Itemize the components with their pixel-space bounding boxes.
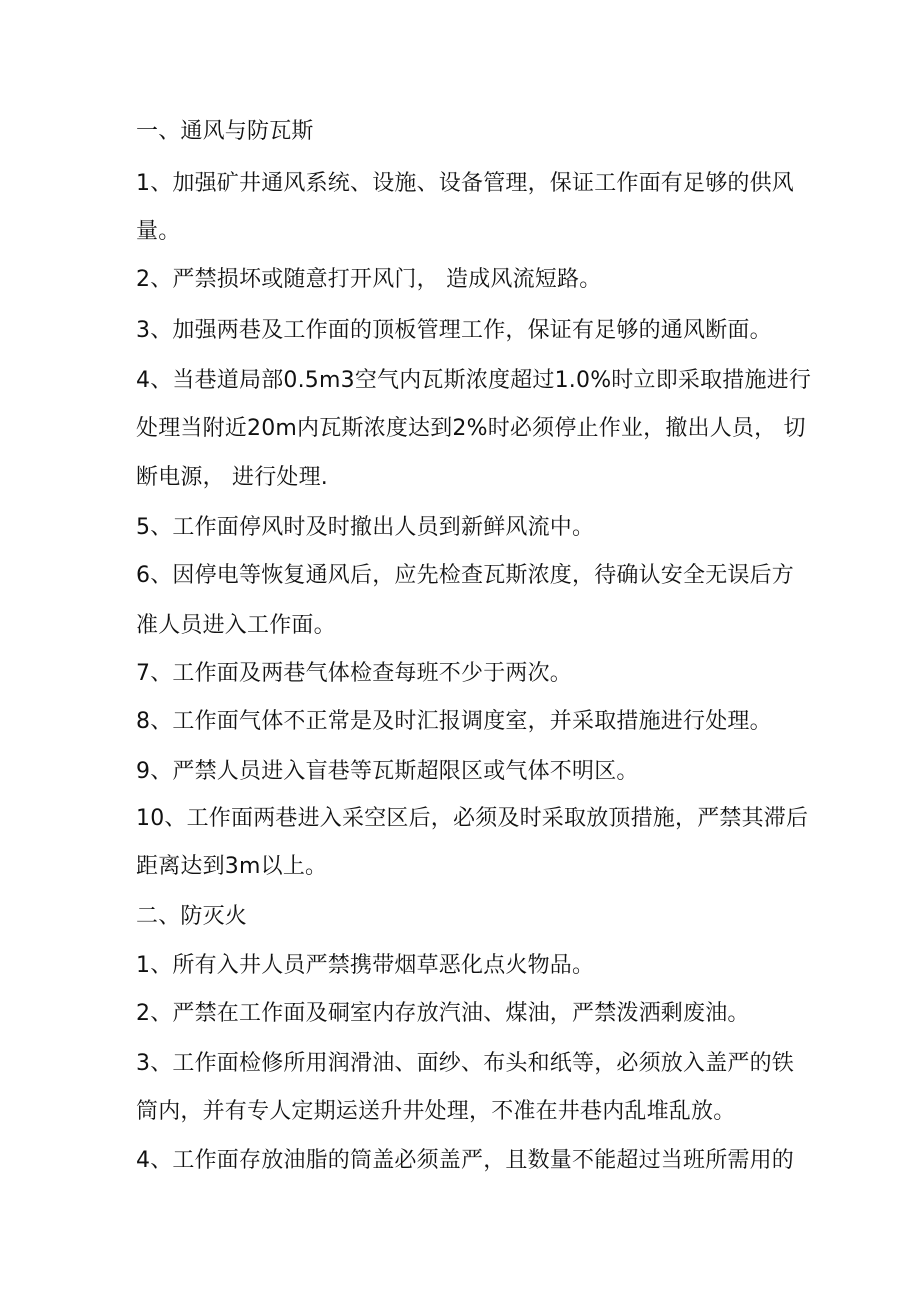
paragraph-line: 4、当巷道局部0.5m3空气内瓦斯浓度超过1.0%时立即采取措施进行 bbox=[136, 368, 812, 393]
paragraph-line: 准人员进入工作面。 bbox=[136, 613, 336, 638]
paragraph-line: 断电源， 进行处理. bbox=[136, 465, 328, 490]
paragraph-line: 1、所有入井人员严禁携带烟草恶化点火物品。 bbox=[136, 953, 595, 978]
section-heading-fire-prevention: 二、防灭火 bbox=[136, 904, 248, 929]
paragraph-line: 8、工作面气体不正常是及时汇报调度室，并采取措施进行处理。 bbox=[136, 709, 772, 734]
paragraph-line: 2、严禁在工作面及硐室内存放汽油、煤油，严禁泼洒剩废油。 bbox=[136, 1001, 750, 1026]
section-heading-ventilation: 一、通风与防瓦斯 bbox=[136, 119, 314, 144]
paragraph-line: 10、工作面两巷进入采空区后，必须及时采取放顶措施，严禁其滞后 bbox=[136, 806, 809, 831]
paragraph-line: 2、严禁损坏或随意打开风门， 造成风流短路。 bbox=[136, 267, 602, 292]
paragraph-line: 7、工作面及两巷气体检查每班不少于两次。 bbox=[136, 661, 572, 686]
paragraph-line: 筒内，并有专人定期运送升井处理，不准在井巷内乱堆乱放。 bbox=[136, 1099, 736, 1124]
paragraph-line: 1、加强矿井通风系统、设施、设备管理，保证工作面有足够的供风 bbox=[136, 171, 794, 196]
paragraph-line: 5、工作面停风时及时撤出人员到新鲜风流中。 bbox=[136, 515, 595, 540]
paragraph-line: 4、工作面存放油脂的筒盖必须盖严，且数量不能超过当班所需用的 bbox=[136, 1148, 794, 1173]
paragraph-line: 处理当附近20m内瓦斯浓度达到2%时必须停止作业，撤出人员， 切 bbox=[136, 416, 806, 441]
paragraph-line: 量。 bbox=[136, 219, 181, 244]
paragraph-line: 3、工作面检修所用润滑油、面纱、布头和纸等，必须放入盖严的铁 bbox=[136, 1051, 794, 1076]
paragraph-line: 6、因停电等恢复通风后，应先检查瓦斯浓度，待确认安全无误后方 bbox=[136, 563, 794, 588]
paragraph-line: 3、加强两巷及工作面的顶板管理工作，保证有足够的通风断面。 bbox=[136, 318, 772, 343]
paragraph-line: 9、严禁人员进入盲巷等瓦斯超限区或气体不明区。 bbox=[136, 759, 639, 784]
paragraph-line: 距离达到3m以上。 bbox=[136, 854, 328, 879]
